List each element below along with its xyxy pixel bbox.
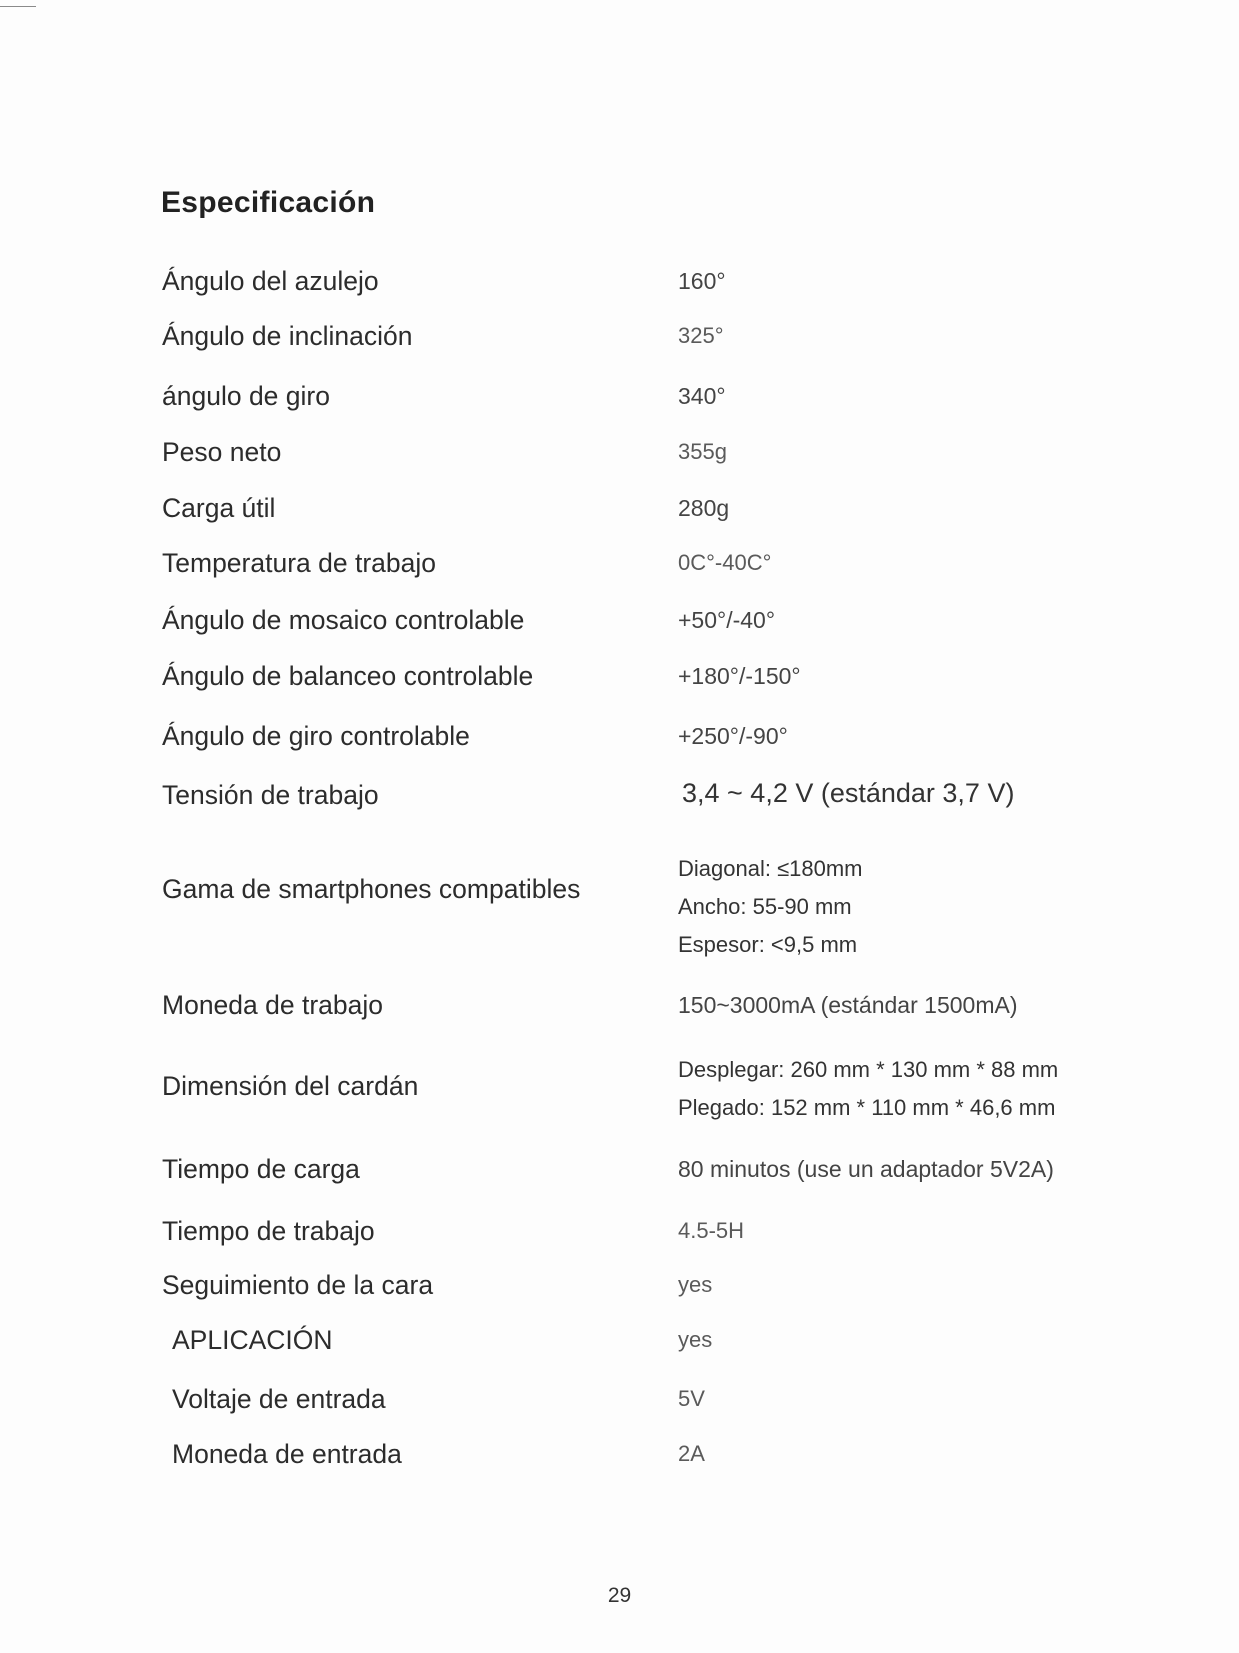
- spec-label: Ángulo de inclinación: [162, 321, 413, 351]
- spec-value: 4.5-5H: [678, 1218, 745, 1243]
- spec-value-list: [678, 850, 863, 964]
- spec-value-line: Diagonal: ≤180mm: [678, 856, 863, 881]
- spec-value: +180°/-150°: [678, 663, 801, 689]
- spec-value: 80 minutos (use un adaptador 5V2A): [678, 1156, 1054, 1182]
- spec-value-line: Plegado: 152 mm * 110 mm * 46,6 mm: [678, 1095, 1056, 1120]
- spec-label: Ángulo de giro controlable: [162, 721, 470, 751]
- spec-value: 355g: [678, 439, 727, 464]
- spec-label: Ángulo del azulejo: [162, 266, 379, 296]
- spec-label: Tiempo de trabajo: [162, 1216, 375, 1246]
- spec-value: +250°/-90°: [678, 723, 788, 749]
- spec-value: 2A: [678, 1441, 705, 1466]
- spec-label: Tensión de trabajo: [162, 780, 379, 810]
- spec-value-line: Espesor: <9,5 mm: [678, 932, 858, 957]
- spec-label: Carga útil: [162, 493, 276, 523]
- spec-value: 5V: [678, 1386, 705, 1411]
- spec-label: Ángulo de balanceo controlable: [162, 661, 534, 691]
- spec-label: Moneda de entrada: [172, 1439, 402, 1469]
- scan-edge-mark: [0, 6, 36, 7]
- page-number: 29: [607, 1584, 632, 1607]
- spec-value: 0C°-40C°: [678, 550, 772, 575]
- spec-value: 160°: [678, 268, 726, 294]
- spec-label: Voltaje de entrada: [172, 1384, 386, 1414]
- spec-value-list: [678, 1051, 1058, 1127]
- spec-value: 3,4 ~ 4,2 V (estándar 3,7 V): [682, 778, 1015, 808]
- spec-label: Seguimiento de la cara: [162, 1270, 434, 1300]
- spec-label: Peso neto: [162, 437, 282, 467]
- spec-label: Temperatura de trabajo: [162, 548, 436, 578]
- spec-label: APLICACIÓN: [172, 1325, 333, 1355]
- spec-value: 340°: [678, 383, 726, 409]
- spec-value-line: Desplegar: 260 mm * 130 mm * 88 mm: [678, 1057, 1059, 1082]
- spec-label: Gama de smartphones compatibles: [162, 874, 581, 904]
- spec-value: yes: [678, 1272, 713, 1297]
- spec-label: ángulo de giro: [162, 381, 330, 411]
- spec-value: 325°: [678, 323, 724, 348]
- spec-value: yes: [678, 1327, 713, 1352]
- spec-value: 280g: [678, 495, 730, 521]
- spec-value: +50°/-40°: [678, 607, 776, 633]
- spec-label: Ángulo de mosaico controlable: [162, 605, 525, 635]
- spec-value: 150~3000mA (estándar 1500mA): [678, 992, 1018, 1018]
- spec-label: Dimensión del cardán: [162, 1071, 419, 1101]
- page-title: Especificación: [161, 186, 376, 219]
- spec-label: Moneda de trabajo: [162, 990, 383, 1020]
- spec-value-line: Ancho: 55-90 mm: [678, 894, 852, 919]
- spec-label: Tiempo de carga: [162, 1154, 360, 1184]
